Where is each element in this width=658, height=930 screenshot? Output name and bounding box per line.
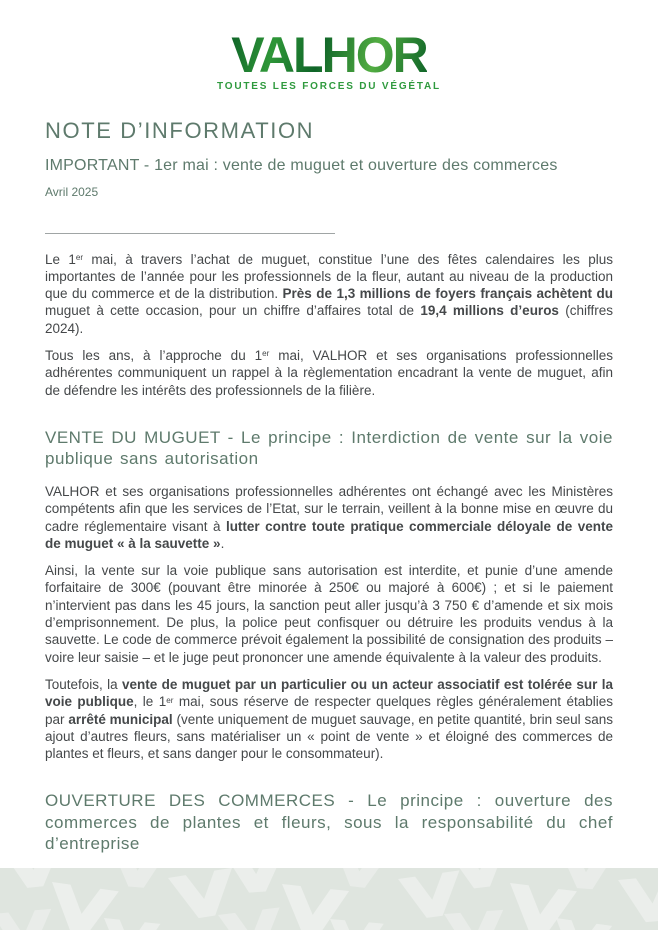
section-heading-muguet: VENTE DU MUGUET - Le principe : Interdiction de vente sur la voie publique sans autorisation: [45, 427, 613, 469]
page-subtitle: IMPORTANT - 1er mai : vente de muguet et ouverture des commerces: [45, 157, 558, 175]
divider-line: [45, 233, 335, 234]
intro-paragraph-2: Tous les ans, à l’approche du 1er mai, VALHOR et ses organisations professionnelles adhérentes communiquent un rappel à la règlementation encadrant la vente de muguet, afin de défendre les intérêts des professionnels de la filière.: [45, 348, 614, 398]
muguet-paragraph-3: Toutefois, la vente de muguet par un particulier ou un acteur associatif est tolérée sur la voie publique, le 1er mai, sous réserve de respecter quelques règles généralement établies par arrêté municipal (vente uniquement de muguet sauvage, en petite quantité, brin seul sans ajout d’autres fleurs, sans matérialiser un « point de vente » et éloigné des commerces de plantes et fleurs, et sans danger pour le consommateur).: [45, 676, 614, 762]
muguet-paragraph-1: VALHOR et ses organisations professionnelles adhérentes ont échangé avec les Ministères compétents afin que les services de l’Etat, sur le terrain, veillent à la bonne mise en œuvre du cadre réglementaire visant à lutter contre toute pratique commerciale déloyale de vente de muguet « à la sauvette ».: [45, 483, 614, 551]
valhor-logo: [0, 0, 658, 92]
valhor-tagline: TOUTES LES FORCES DU VÉGÉTAL: [217, 81, 441, 92]
note-content: [0, 118, 658, 855]
v-pattern-decoration: [0, 868, 658, 930]
footer-pattern-band: [0, 868, 658, 930]
date-label: Avril 2025: [45, 184, 99, 199]
section-heading-commerces: OUVERTURE DES COMMERCES - Le principe : ouverture des commerces de plantes et fleurs, sous la responsabilité du chef d’entreprise: [45, 791, 613, 854]
muguet-paragraph-2: Ainsi, la vente sur la voie publique sans autorisation est interdite, et punie d’une amende forfaitaire de 300€ (pouvant être minorée à 250€ ou majoré à 600€) ; et si le paiement n’intervient pas dans les 45 jours, la sanction peut aller jusqu’à 3 750 € d’amende et six mois d’emprisonnement. De plus, la police peut confisquer ou détruire les produits vendus à la sauvette. Le code de commerce prévoit également la possibilité de consignation des produits – voire leur saisie – et le juge peut prononcer une amende équivalente à la valeur des produits.: [45, 563, 613, 665]
page-title: NOTE D’INFORMATION: [45, 118, 315, 143]
intro-paragraph-1: Le 1er mai, à travers l’achat de muguet, constitue l’une des fêtes calendaires les plus importantes de l’année pour les professionnels de la fleur, autant au niveau de la production que du commerce et de la distribution. Près de 1,3 millions de foyers français achètent du muguet à cette occasion, pour un chiffre d’affaires total de 19,4 millions d’euros (chiffres 2024).: [45, 251, 614, 336]
valhor-wordmark: VALHOR: [231, 27, 427, 83]
